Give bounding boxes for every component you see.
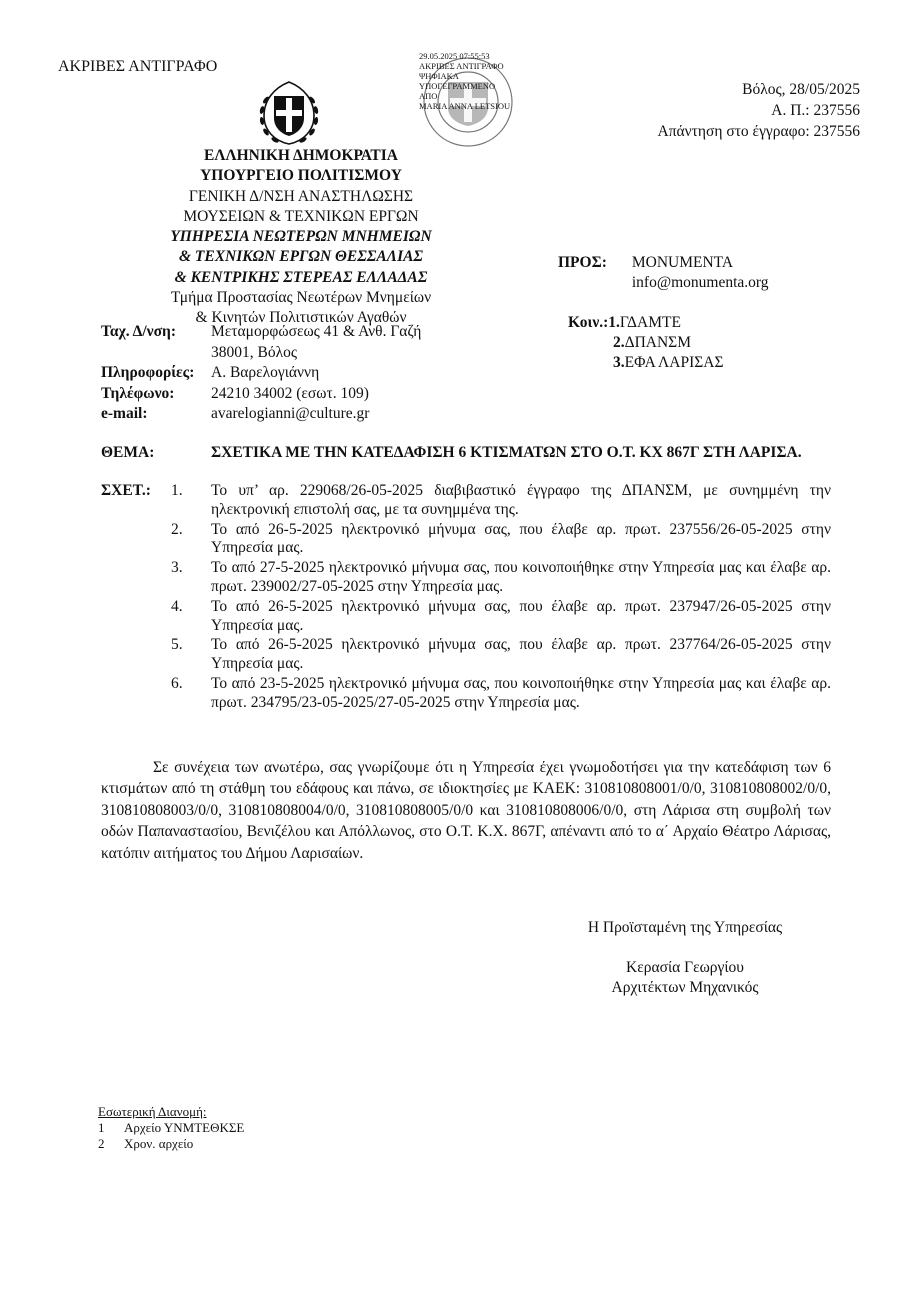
- address-label: Ταχ. Δ/νση:: [101, 323, 176, 340]
- subject-text: ΣΧΕΤΙΚΑ ΜΕ ΤΗΝ ΚΑΤΕΔΑΦΙΣΗ 6 ΚΤΙΣΜΑΤΩΝ ΣΤΟ Ο.Τ. ΚΧ 867Γ ΣΤΗ ΛΑΡΙΣΑ.: [211, 444, 802, 461]
- address-line: 38001, Βόλος: [211, 343, 297, 361]
- reference-num: 4.: [171, 597, 183, 615]
- cc-name: ΓΔΑΜΤΕ: [619, 314, 681, 331]
- cc-name: ΕΦΑ ΛΑΡΙΣΑΣ: [624, 354, 724, 371]
- info-value: Α. Βαρελογιάννη: [211, 364, 320, 382]
- cc-num: 1.: [608, 314, 620, 331]
- protocol-number: Α. Π.: 237556: [771, 102, 860, 119]
- agency-line: ΥΠΗΡΕΣΙΑ ΝΕΩΤΕΡΩΝ ΜΝΗΜΕΙΩΝ: [170, 228, 432, 246]
- reference-text: Το από 26-5-2025 ηλεκτρονικό μήνυμα σας, που έλαβε αρ. πρωτ. 237556/26-05-2025 στην Υπηρεσία μας.: [211, 520, 831, 557]
- reference-item: [101, 559, 831, 597]
- distribution-header: Εσωτερική Διανομή:: [98, 1104, 207, 1119]
- signature-block: [560, 918, 810, 998]
- agency-line: & Κινητών Πολιτιστικών Αγαθών: [195, 309, 407, 327]
- reference-text: Το από 23-5-2025 ηλεκτρονικό μήνυμα σας, που κοινοποιήθηκε στην Υπηρεσία μας και έλαβε αρ. πρωτ. 234795/23-05-2025/27-05-2025 στην Υπηρεσία μας.: [211, 674, 831, 711]
- agency-line: ΕΛΛΗΝΙΚΗ ΔΗΜΟΚΡΑΤΙΑ: [204, 147, 398, 164]
- document-meta: [658, 79, 860, 142]
- cc-num: 2.: [613, 334, 625, 351]
- agency-line: ΓΕΝΙΚΗ Δ/ΝΣΗ ΑΝΑΣΤΗΛΩΣΗΣ: [188, 187, 414, 205]
- reference-num: 2.: [171, 520, 183, 538]
- stamp-line: 29.05.2025 07:55:53: [419, 51, 490, 61]
- stamp-line: MARIA ANNA LETSIOU: [419, 101, 511, 111]
- agency-line: ΜΟΥΣΕΙΩΝ & ΤΕΧΝΙΚΩΝ ΕΡΓΩΝ: [183, 207, 419, 225]
- subject-block: [101, 443, 831, 463]
- recipient-label: ΠΡΟΣ:: [558, 254, 607, 271]
- phone-label: Τηλέφωνο:: [101, 384, 175, 402]
- distribution-num: 2: [98, 1136, 105, 1151]
- cc-num: 3.: [613, 354, 625, 371]
- stamp-line: ΨΗΦΙΑΚΑ: [419, 71, 459, 81]
- internal-distribution: [98, 1104, 244, 1152]
- address-line: Μεταμορφώσεως 41 & Ανθ. Γαζή: [211, 323, 422, 340]
- signature-name: Κερασία Γεωργίου: [626, 959, 744, 976]
- stamp-line: ΑΚΡΙΒΕΣ ΑΝΤΙΓΡΑΦΟ: [419, 61, 504, 71]
- reference-item: [101, 521, 831, 559]
- info-label: Πληροφορίες:: [101, 364, 195, 382]
- email-label: e-mail:: [101, 405, 148, 423]
- recipient-email[interactable]: info@monumenta.org: [631, 274, 769, 291]
- reference-text: Το από 26-5-2025 ηλεκτρονικό μήνυμα σας, που έλαβε αρ. πρωτ. 237947/26-05-2025 στην Υπηρεσία μας.: [211, 597, 831, 634]
- reference-item: [101, 636, 831, 674]
- subject-label: ΘΕΜΑ:: [101, 444, 155, 461]
- agency-line: ΥΠΟΥΡΓΕΙΟ ΠΟΛΙΤΙΣΜΟΥ: [200, 167, 402, 185]
- stamp-text: [419, 51, 527, 111]
- reply-reference: Απάντηση στο έγγραφο: 237556: [657, 123, 860, 140]
- greek-coat-of-arms-icon: [254, 78, 324, 148]
- recipient-block: [558, 253, 769, 293]
- agency-line: & ΤΕΧΝΙΚΩΝ ΕΡΓΩΝ ΘΕΣΣΑΛΙΑΣ: [178, 248, 424, 266]
- reference-num: 3.: [171, 559, 183, 577]
- reference-item: [101, 675, 831, 713]
- contact-block: [101, 322, 421, 425]
- phone-value: 24210 34002 (εσωτ. 109): [211, 384, 369, 402]
- cc-block: [568, 313, 724, 373]
- cc-label: Κοιν.:: [568, 314, 609, 331]
- body-paragraph: Σε συνέχεια των ανωτέρω, σας γνωρίζουμε ότι η Υπηρεσία έχει γνωμοδοτήσει για την κατεδάφιση των 6 κτισμάτων από τη στάθμη του εδάφους και πάνω, σε ιδιοκτησίες με ΚΑΕΚ: 310810808001/0/0, 310810808002/0/0, 310810808003/0/0, 310810808004/0/0, 310810808005/0/0 και 310810808006/0/0, στη Λάρισα στη συμβολή των οδών Παπαναστασίου, Βενιζέλου και Απόλλωνος, στο Ο.Τ. Κ.Χ. 867Γ, απέναντι από το α΄ Αρχαίο Θέατρο Λάρισας, κατόπιν αιτήματος του Δήμου Λαρισαίων.: [101, 759, 831, 862]
- stamp-line: ΑΠΟ: [419, 91, 438, 101]
- distribution-text: Χρον. αρχείο: [124, 1136, 194, 1151]
- signature-title: Αρχιτέκτων Μηχανικός: [611, 979, 759, 996]
- recipient-name: MONUMENTA: [631, 254, 734, 271]
- reference-text: Το από 27-5-2025 ηλεκτρονικό μήνυμα σας, που κοινοποιήθηκε στην Υπηρεσία μας και έλαβε αρ. πρωτ. 239002/27-05-2025 στην Υπηρεσία μας.: [211, 559, 831, 595]
- references-block: [101, 482, 831, 714]
- distribution-text: Αρχείο ΥΝΜΤΕΘΚΣΕ: [124, 1120, 245, 1135]
- list-item: [98, 1136, 244, 1152]
- reference-num: 6.: [171, 674, 183, 692]
- agency-header: [120, 146, 482, 329]
- reference-text: Το από 26-5-2025 ηλεκτρονικό μήνυμα σας, που έλαβε αρ. πρωτ. 237764/26-05-2025 στην Υπηρεσία μας.: [211, 636, 831, 673]
- reference-num: 5.: [171, 636, 183, 654]
- references-label: ΣΧΕΤ.:: [101, 482, 151, 499]
- agency-line: Τμήμα Προστασίας Νεωτέρων Μνημείων: [170, 289, 432, 307]
- reference-text: Το υπ’ αρ. 229068/26-05-2025 διαβιβαστικό έγγραφο της ΔΠΑΝΣΜ, με συνημμένη την ηλεκτρονική επιστολή σας, με τα συνημμένα της.: [211, 482, 831, 518]
- distribution-num: 1: [98, 1120, 105, 1135]
- agency-line: & ΚΕΝΤΡΙΚΗΣ ΣΤΕΡΕΑΣ ΕΛΛΑΔΑΣ: [174, 268, 428, 286]
- email-value[interactable]: avarelogianni@culture.gr: [211, 405, 370, 423]
- place-date: Βόλος, 28/05/2025: [742, 81, 860, 98]
- cc-name: ΔΠΑΝΣΜ: [624, 334, 691, 351]
- reference-num: 1.: [171, 482, 183, 499]
- stamp-line: ΥΠΟΓΕΓΡΑΜΜΕΝΟ: [419, 81, 496, 91]
- exact-copy-label: ΑΚΡΙΒΕΣ ΑΝΤΙΓΡΑΦΟ: [58, 58, 218, 75]
- reference-item: [101, 482, 831, 520]
- signature-role: Η Προϊσταμένη της Υπηρεσίας: [587, 919, 783, 936]
- reference-item: [101, 598, 831, 636]
- list-item: [98, 1120, 244, 1136]
